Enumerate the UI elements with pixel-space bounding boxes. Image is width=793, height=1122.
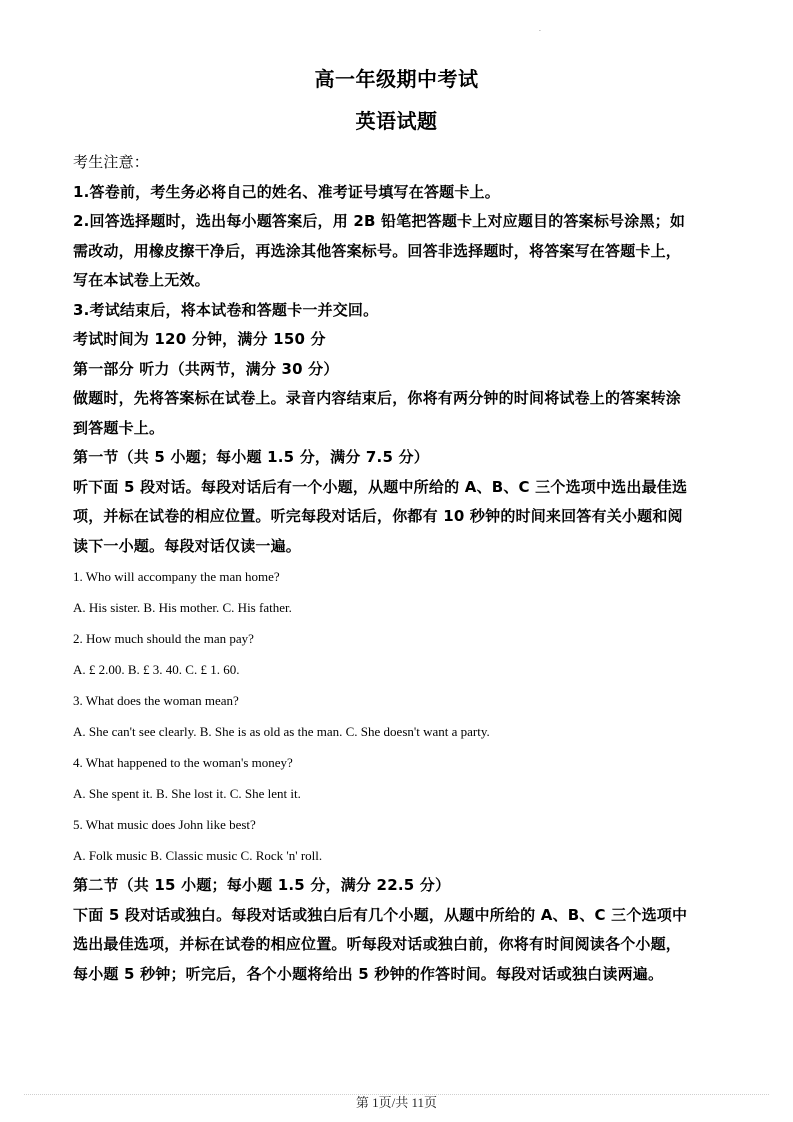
part1-heading: 第一部分 听力（共两节，满分 30 分）: [73, 359, 339, 378]
question-1-options: A. His sister. B. His mother. C. His father.: [73, 600, 292, 615]
section1-instruction-line-2: 项，并标在试卷的相应位置。听完每段对话后，你都有 10 秒钟的时间来回答有关小题和阅: [73, 507, 683, 525]
document-body: [73, 148, 721, 989]
section2-heading: 第二节（共 15 小题；每小题 1.5 分，满分 22.5 分）: [73, 876, 451, 894]
question-1: 1. Who will accompany the man home?: [73, 569, 280, 584]
part1-instruction-line-1: 做题时，先将答案标在试卷上。录音内容结束后，你将有两分钟的时间将试卷上的答案转涂: [73, 389, 682, 407]
question-2-options: A. £ 2.00. B. £ 3. 40. C. £ 1. 60.: [73, 662, 240, 677]
notice-item-2-line-2: 需改动，用橡皮擦干净后，再选涂其他答案标号。回答非选择题时，将答案写在答题卡上，: [73, 241, 682, 260]
page-mark: ·: [539, 28, 541, 35]
section2-instruction-line-2: 选出最佳选项，并标在试卷的相应位置。听每段对话或独白前，你将有时间阅读各个小题，: [73, 935, 682, 953]
exam-title: 高一年级期中考试: [314, 67, 479, 91]
page-number: 第 1页/共 11页: [355, 1095, 438, 1110]
part1-instruction-line-2: 到答题卡上。: [73, 418, 165, 437]
question-5-options: A. Folk music B. Classic music C. Rock 'n' roll.: [73, 848, 323, 863]
notice-item-1: 1.答卷前，考生务必将自己的姓名、准考证号填写在答题卡上。: [73, 182, 500, 201]
question-5: 5. What music does John like best?: [73, 817, 256, 832]
notice-item-2-line-1: 2.回答选择题时，选出每小题答案后，用 2B 铅笔把答题卡上对应题目的答案标号涂黑；如: [73, 212, 686, 230]
exam-time: 考试时间为 120 分钟，满分 150 分: [73, 330, 326, 348]
question-3-options: A. She can't see clearly. B. She is as old as the man. C. She doesn't want a party.: [73, 724, 490, 739]
section1-instruction-line-3: 读下一小题。每段对话仅读一遍。: [73, 536, 302, 555]
notice-item-2-line-3: 写在本试卷上无效。: [73, 271, 210, 289]
question-3: 3. What does the woman mean?: [73, 693, 239, 708]
section1-heading: 第一节（共 5 小题；每小题 1.5 分，满分 7.5 分）: [73, 448, 429, 466]
notice-item-3: 3.考试结束后，将本试卷和答题卡一并交回。: [73, 300, 379, 319]
notice-heading: 考生注意：: [73, 153, 150, 171]
section2-instruction-line-1: 下面 5 段对话或独白。每段对话或独白后有几个小题，从题中所给的 A、B、C 三个选项中: [73, 905, 688, 924]
section1-instruction-line-1: 听下面 5 段对话。每段对话后有一个小题，从题中所给的 A、B、C 三个选项中选出最佳选: [73, 477, 688, 496]
section2-instruction-line-3: 每小题 5 秒钟；听完后，各个小题将给出 5 秒钟的作答时间。每段对话或独白读两遍。: [73, 964, 664, 983]
exam-subtitle: 英语试题: [355, 109, 438, 133]
question-2: 2. How much should the man pay?: [73, 631, 254, 646]
question-4-options: A. She spent it. B. She lost it. C. She lent it.: [73, 786, 301, 801]
question-4: 4. What happened to the woman's money?: [73, 755, 293, 770]
